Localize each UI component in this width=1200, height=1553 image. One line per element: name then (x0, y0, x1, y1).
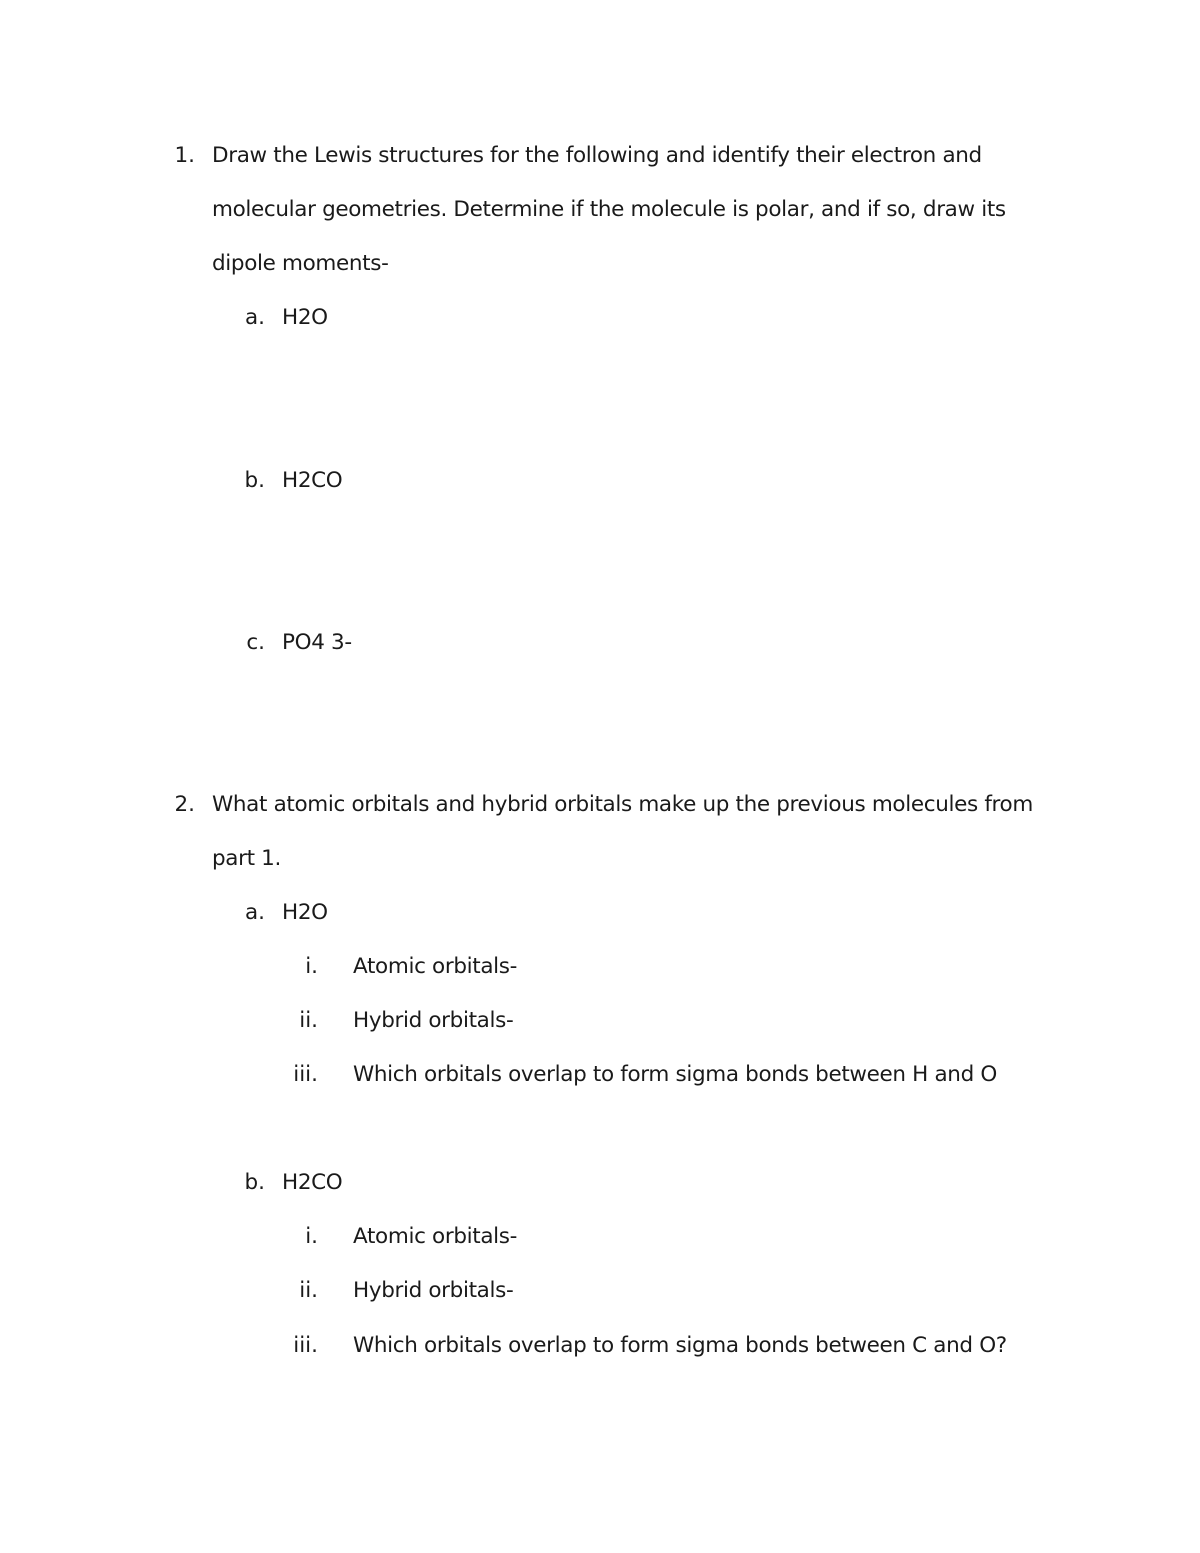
question-2-item-b-marker: b. (244, 1170, 265, 1195)
question-2-b-sub-i-marker: i. (305, 1224, 318, 1249)
question-1-item-c-marker: c. (246, 630, 265, 655)
question-1-item-c-text: PO4 3- (282, 630, 352, 655)
question-2-a-sub-i-marker: i. (305, 954, 318, 979)
question-1-line-3: dipole moments- (212, 251, 389, 276)
question-2-number: 2. (174, 792, 195, 817)
question-2-a-sub-ii-marker: ii. (299, 1008, 318, 1033)
question-2-a-sub-iii-marker: iii. (293, 1062, 318, 1087)
question-2-b-sub-ii-text: Hybrid orbitals- (353, 1278, 514, 1303)
question-2-a-sub-i-text: Atomic orbitals- (353, 954, 518, 979)
question-1-item-a-marker: a. (244, 305, 265, 330)
question-1-number: 1. (174, 143, 195, 168)
question-1-item-b-text: H2CO (282, 468, 343, 493)
question-2-b-sub-i-text: Atomic orbitals- (353, 1224, 518, 1249)
question-2-item-a-text: H2O (282, 900, 328, 925)
question-2-b-sub-iii-marker: iii. (293, 1333, 318, 1358)
question-2-a-sub-iii-text: Which orbitals overlap to form sigma bonds between H and O (353, 1062, 997, 1087)
question-1-item-b-marker: b. (244, 468, 265, 493)
question-2-a-sub-ii-text: Hybrid orbitals- (353, 1008, 514, 1033)
question-2-line-2: part 1. (212, 846, 281, 871)
question-1-item-a-text: H2O (282, 305, 328, 330)
question-1-line-1: Draw the Lewis structures for the following and identify their electron and (212, 143, 982, 168)
question-2-b-sub-ii-marker: ii. (299, 1278, 318, 1303)
question-2-b-sub-iii-text: Which orbitals overlap to form sigma bonds between C and O? (353, 1333, 1007, 1358)
question-1-line-2: molecular geometries. Determine if the molecule is polar, and if so, draw its (212, 197, 1006, 222)
question-2-line-1: What atomic orbitals and hybrid orbitals make up the previous molecules from (212, 792, 1033, 817)
question-2-item-a-marker: a. (244, 900, 265, 925)
question-2-item-b-text: H2CO (282, 1170, 343, 1195)
